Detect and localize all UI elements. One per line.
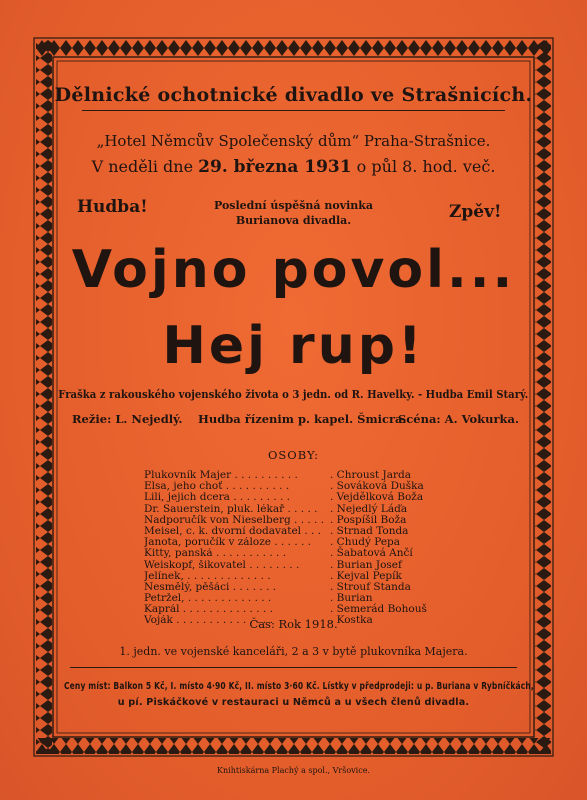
cast-role: Voják . . . . . . . . . . . . . . . [144, 615, 273, 627]
cast-actor: . Chudý Pepa [330, 536, 401, 549]
title-underline [82, 110, 505, 111]
cast-actor: . Burian [330, 592, 373, 605]
cast-actor: . Strnad Tonda [330, 524, 409, 537]
prices-line-1: Ceny míst: Balkon 5 Kč, I. místo 4·90 Kč, II. místo 3·60 Kč. Lístky v předprodeji: u p. Buriana v Rybníčkách, [63, 681, 534, 692]
cast-role: Nesmělý, pěšáci . . . . . . . [144, 581, 277, 593]
cast-row [144, 492, 464, 503]
cast-role: Elsa, jeho choť . . . . . . . . . . [144, 481, 290, 493]
cast-actor: . Kejval Pepík [330, 569, 402, 582]
cast-role: Lili, jejich dcera . . . . . . . . . [144, 492, 290, 504]
cast-actor: . Kostka [330, 614, 373, 627]
cast-row [144, 537, 464, 548]
novinka-line-1: Poslední úspěšná novinka [213, 199, 374, 212]
acts-setting: 1. jedn. ve vojenské kanceláři, 2 a 3 v bytě plukovníka Majera. [119, 645, 468, 658]
cast-actor: . Burian Josef [330, 558, 402, 571]
date-line [0, 157, 587, 177]
play-title-line-1: Vojno povol... [71, 240, 516, 300]
cast-role: Weiskopf, šikovatel . . . . . . . . [144, 559, 300, 571]
prices-rule-top [70, 667, 517, 668]
play-subtitle: Fraška z rakouského vojenského života o 3 jedn. od R. Havelky. - Hudba Emil Starý. [58, 388, 529, 401]
cast-actor: . Strouf Standa [330, 580, 411, 593]
cast-row [144, 515, 464, 526]
cast-role: Petržel, . . . . . . . . . . . . . [144, 593, 272, 605]
cast-role: Janota, poručík v záloze . . . . . . [144, 537, 312, 549]
cast-row [144, 548, 464, 559]
venue-line: „Hotel Němcův Společenský dům“ Praha-Strašnice. [96, 132, 491, 150]
cast-role: Kitty, panská . . . . . . . . . . . [144, 548, 287, 560]
cast-actor: . Pospíšil Boža [330, 513, 407, 526]
cast-role: Nadporučík von Nieselberg . . . . . [144, 514, 325, 526]
cast-list [144, 470, 464, 627]
cast-role: Dr. Sauerstein, pluk. lékař . . . . . [144, 503, 318, 515]
left-tag-hudba: Hudba! [77, 197, 148, 217]
music-credit: Hudba řízenim p. kapel. Šmicra. [198, 412, 407, 426]
cast-row [144, 504, 464, 515]
cast-actor: . Šabatová Ančí [330, 547, 413, 560]
date-suffix: o půl 8. hod. več. [356, 157, 496, 176]
director-credit: Režie: L. Nejedlý. [72, 412, 183, 426]
cast-role: Meisel, c. k. dvorní dodavatel . . . [144, 525, 322, 537]
date-bold: 29. března 1931 [198, 157, 352, 177]
cast-row [144, 571, 464, 582]
cast-row [144, 604, 464, 615]
novinka-line-2: Burianova divadla. [235, 214, 352, 227]
cast-row [144, 526, 464, 537]
prices-line-2: u pí. Piskáčkové v restauraci u Němců a u všech členů divadla. [117, 697, 470, 708]
cast-role: Jelínek, . . . . . . . . . . . . . [144, 570, 271, 582]
printer-credit: Knihtiskárna Plachý a spol., Vršovice. [217, 766, 370, 775]
right-tag-zpev: Zpěv! [449, 202, 502, 222]
cast-actor: . Semerád Bohouš [330, 603, 427, 616]
novinka-note [0, 198, 587, 228]
cast-heading: OSOBY: [267, 448, 320, 462]
cast-actor: . Vejdělková Boža [330, 491, 424, 504]
time-setting: Čas: Rok 1918. [249, 617, 338, 631]
date-prefix: V neděli dne [91, 157, 194, 176]
scene-credit: Scéna: A. Vokurka. [398, 412, 519, 426]
cast-actor: . Sováková Duška [330, 480, 424, 493]
cast-actor: . Chroust Jarda [330, 469, 411, 481]
theatre-title: Dělnické ochotnické divadlo ve Strašnicích. [54, 84, 533, 106]
cast-actor: . Nejedlý Láďa [330, 502, 408, 515]
play-title-line-2: Hej rup! [162, 316, 425, 376]
cast-row [144, 582, 464, 593]
cast-role: Plukovník Majer . . . . . . . . . . [144, 470, 298, 481]
cast-role: Kaprál . . . . . . . . . . . . . . [144, 604, 273, 616]
cast-row [144, 560, 464, 571]
